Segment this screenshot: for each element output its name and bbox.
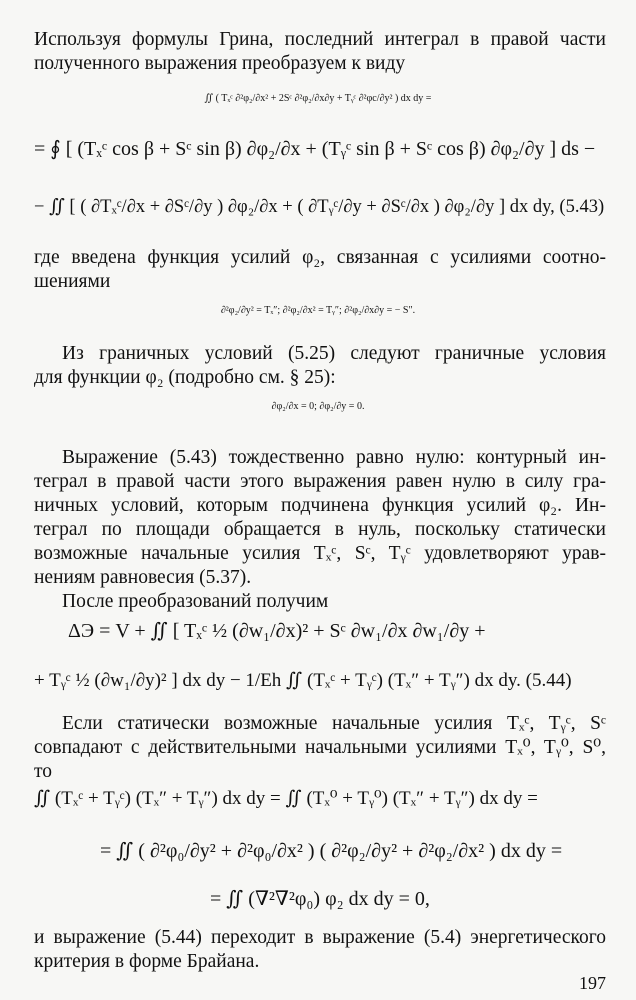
text-line: возможные начальные усилия Tₓᶜ, Sᶜ, Tᵧᶜ удовлетворяют урав-	[34, 543, 606, 564]
text-line: теграл в правой части этого выражения равен нулю в силу гра-	[34, 471, 606, 492]
text-line: и выражение (5.44) переходит в выражение (5.4) энергетического	[34, 927, 606, 948]
equation-5-44: + Tᵧᶜ ½ (∂w₁/∂y)² ] dx dy − 1/Eh ∬ (Tₓᶜ + Tᵧᶜ) (Tₓ″ + Tᵧ″) dx dy. (5.44)	[34, 670, 572, 691]
text-line: нениям равновесия (5.37).	[34, 567, 252, 588]
equation: ∂φ₂/∂x = 0; ∂φ₂/∂y = 0.	[271, 401, 365, 412]
text-line: то	[34, 761, 53, 782]
equation: = ∬ ( ∂²φ₀/∂y² + ∂²φ₀/∂x² ) ( ∂²φ₂/∂y² + ∂²φ₂/∂x² ) dx dy =	[100, 840, 563, 862]
equation: ∂²φ₂/∂y² = Tₓ″; ∂²φ₂/∂x² = Tᵧ″; ∂²φ₂/∂x∂y = − S″.	[220, 305, 416, 316]
text-line: Из граничных условий (5.25) следуют граничные условия	[62, 343, 606, 364]
text-line: критерия в форме Брайана.	[34, 951, 260, 972]
text-line: где введена функция усилий φ₂, связанная с усилиями соотно-	[34, 247, 606, 268]
text-line: ничных условий, которым подчинена функция усилий φ₂. Ин-	[34, 495, 606, 516]
text-line: для функции φ₂ (подробно см. § 25):	[34, 367, 336, 388]
equation: = ∮ [ (Tₓᶜ cos β + Sᶜ sin β) ∂φ₂/∂x + (Tᵧᶜ sin β + Sᶜ cos β) ∂φ₂/∂y ] ds −	[34, 138, 596, 160]
equation: ∬ (Tₓᶜ + Tᵧᶜ) (Tₓ″ + Tᵧ″) dx dy = ∬ (Tₓ⁰ + Tᵧ⁰) (Tₓ″ + Tᵧ″) dx dy =	[34, 788, 538, 809]
text-line: полученного выражения преобразуем к виду	[34, 53, 406, 74]
text-line: Если статически возможные начальные усилия Tₓᶜ, Tᵧᶜ, Sᶜ	[62, 713, 606, 734]
text-line: шениями	[34, 271, 111, 292]
equation: ΔЭ = V + ∬ [ Tₓᶜ ½ (∂w₁/∂x)² + Sᶜ ∂w₁/∂x ∂w₁/∂y +	[68, 620, 486, 642]
text-line: После преобразований получим	[62, 591, 329, 612]
text-line: совпадают с действительными начальными усилиями Tₓ⁰, Tᵧ⁰, S⁰,	[34, 737, 606, 758]
text-line: теграл по площади обращается в нуль, поскольку статически	[34, 519, 606, 540]
text-line: Используя формулы Грина, последний интеграл в правой части	[34, 29, 606, 50]
equation: ∬ ( Tₓᶜ ∂²φ₂/∂x² + 2Sᶜ ∂²φ₂/∂x∂y + Tᵧᶜ ∂²φc/∂y² ) dx dy =	[204, 93, 432, 104]
page-number: 197	[579, 973, 606, 993]
text-line: Выражение (5.43) тождественно равно нулю: контурный ин-	[62, 447, 606, 468]
equation: = ∬ (∇²∇²φ₀) φ₂ dx dy = 0,	[210, 888, 430, 910]
equation-5-43: − ∬ [ ( ∂Tₓᶜ/∂x + ∂Sᶜ/∂y ) ∂φ₂/∂x + ( ∂Tᵧᶜ/∂y + ∂Sᶜ/∂x ) ∂φ₂/∂y ] dx dy, (5.43)	[34, 197, 605, 217]
